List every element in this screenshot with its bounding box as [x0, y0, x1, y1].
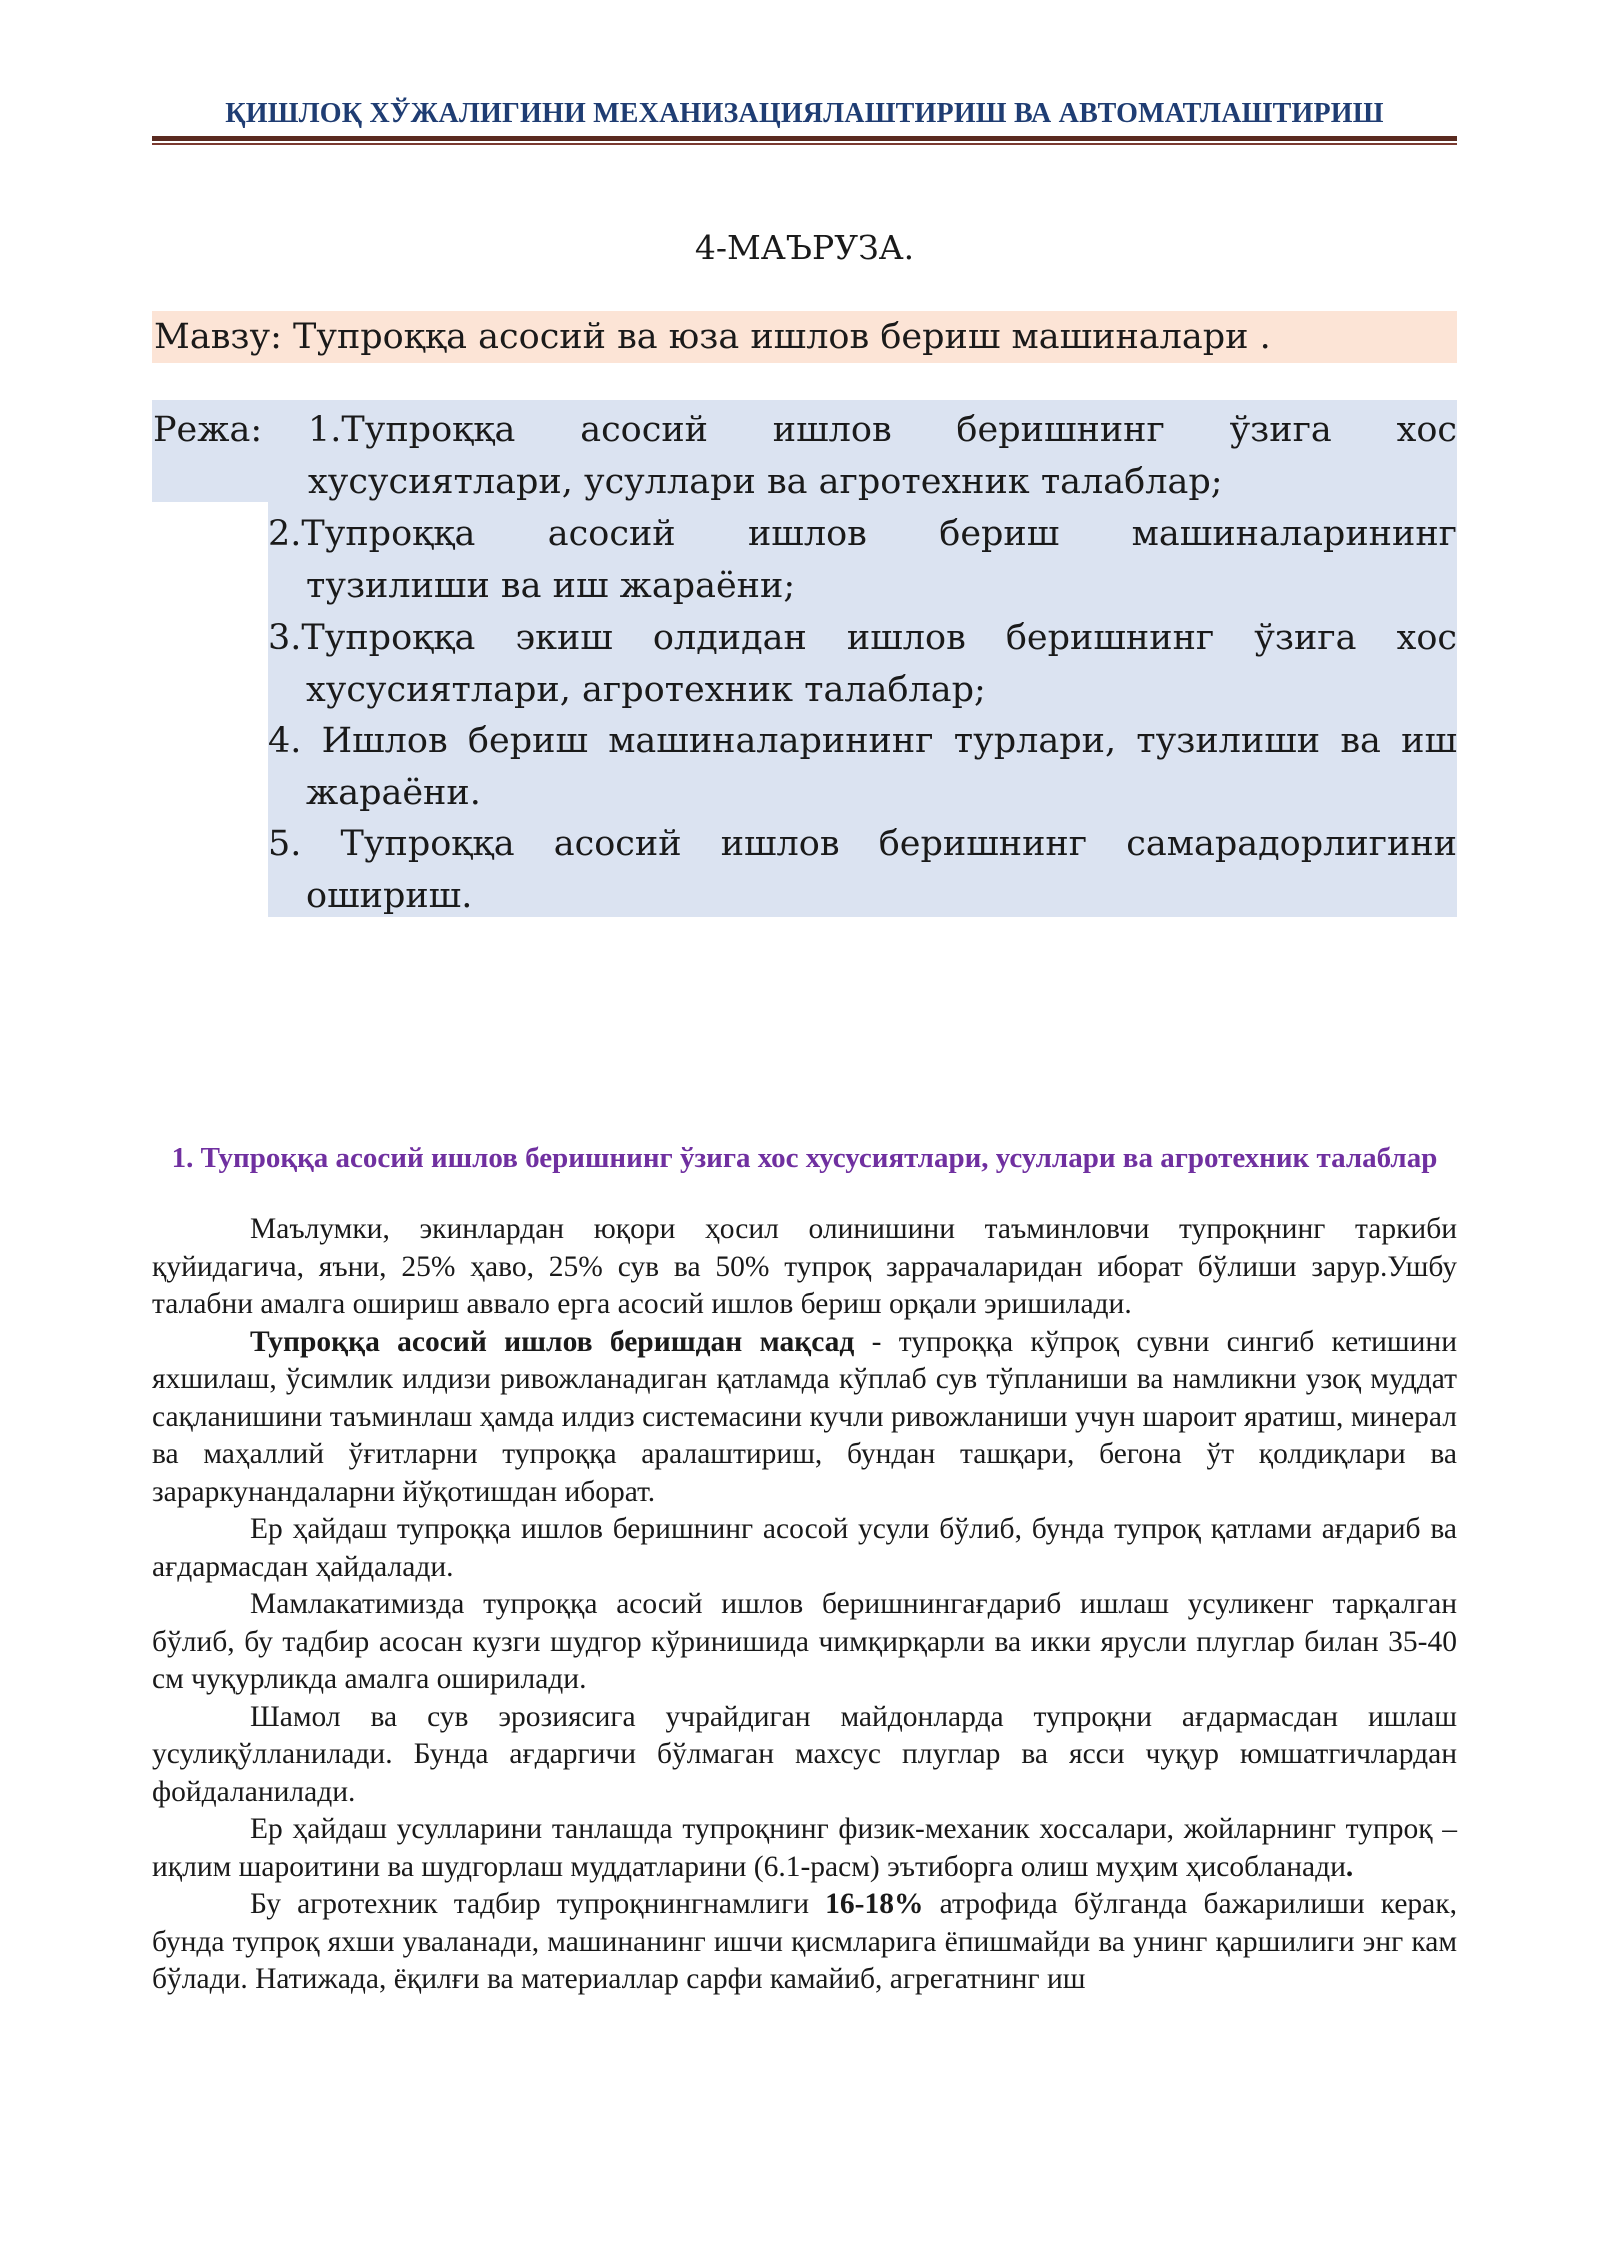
paragraph-6	[152, 1811, 1457, 1886]
header-title: ҚИШЛОҚ ХЎЖАЛИГИНИ МЕХАНИЗАЦИЯЛАШТИРИШ ВА АВТОМАТЛАШТИРИШ	[225, 98, 1384, 129]
plan-label: Режа:	[153, 410, 263, 450]
paragraph-4-text: Мамлакатимизда тупроққа асосий ишлов беришнингағдариб ишлаш усуликенг тарқалган бўлиб, бу тадбир асосан кузги шудгор кўринишида чимқирқарли ва икки ярусли плуглар билан 35-40 см чуқурликда амалга оширилади.	[152, 1588, 1457, 1695]
header-rule-thin	[152, 143, 1457, 145]
paragraph-2-text: - тупроққа кўпроқ сувни сингиб кетишини яхшилаш, ўсимлик илдизи ривожланадиган қатламда кўплаб сув тўпланиши ва намликни узоқ муддат сақланишини таъминлаш ҳамда илдиз системасини кучли ривожланиши учун шароит яратиш, минерал ва маҳаллий ўғитларни тупроққа аралаштириш, бундан ташқари, бегона ўт қолдиқлари ва зараркунандаларни йўқотишдан иборат.	[152, 1325, 1457, 1508]
plan-item-3	[268, 612, 1457, 716]
paragraph-1	[152, 1211, 1457, 1324]
plan-item-3-line-2: хусусиятлари, агротехник талаблар;	[306, 670, 986, 710]
paragraph-7-text-2: намлиги	[703, 1888, 826, 1920]
plan-item-5	[268, 818, 1457, 922]
paragraph-2-bold: Тупроққа асосий ишлов беришдан мақсад	[250, 1325, 855, 1358]
lecture-number: 4-МАЪРУЗА.	[694, 228, 915, 267]
paragraph-7-text-3: атрофида бўлганда бажарилиши керак, бунда тупроқ яхши уваланади, машинанинг ишчи қисмларига ёпишмайди ва унинг қаршилиги энг кам бўлади. Натижада, ёқилғи ва материаллар сарфи камайиб, агрегатнинг иш	[152, 1888, 1457, 1995]
paragraph-4	[152, 1586, 1457, 1699]
section-heading: 1. Тупроққа асосий ишлов беришнинг ўзига хос хусусиятлари, усуллари ва агротехник талаблар	[171, 1142, 1438, 1174]
plan-item-3-line-1: 3.Тупроққа экиш олдидан ишлов беришнинг ўзига хос	[268, 618, 1457, 658]
paragraph-5-text: Шамол ва сув эрозиясига учрайдиган майдонларда тупроқни ағдармасдан ишлаш усулиқўлланилади. Бунда ағдаргичи бўлмаган махсус плуглар ва ясси чуқур юмшатгичлардан фойдаланилади.	[152, 1700, 1457, 1808]
plan-item-2-line-2: тузилиши ва иш жараёни;	[306, 566, 796, 606]
paragraph-3-text: Ер ҳайдаш тупроққа ишлов беришнинг асосой усули бўлиб, бунда тупроқ қатлами ағдариб ва ағдармасдан ҳайдалади.	[152, 1513, 1457, 1583]
topic-line: Мавзу: Тупроққа асосий ва юза ишлов бериш машиналари .	[152, 311, 1457, 363]
plan-item-2-line-1: 2.Тупроққа асосий ишлов бериш машиналарининг	[268, 514, 1457, 554]
paragraph-1-text: Маълумки, экинлардан юқори ҳосил олинишини таъминловчи тупроқнинг таркиби қуйидагича, яъни, 25% ҳаво, 25% сув ва 50% тупроқ заррачаларидан иборат бўлиши зарур.Ушбу талабни амалга ошириш аввало ерга асосий ишлов бериш орқали эришилади.	[152, 1213, 1457, 1320]
paragraph-2	[152, 1324, 1457, 1512]
plan-item-4-line-2: жараёни.	[306, 773, 481, 813]
plan-item-4-line-1: 4. Ишлов бериш машиналарининг турлари, тузилиши ва иш	[268, 721, 1457, 761]
paragraph-7-bold: 16-18%	[825, 1888, 924, 1920]
plan-item-5-line-2: ошириш.	[306, 876, 473, 916]
plan-item-1-line-2: хусусиятлари, усуллари ва агротехник талаблар;	[308, 462, 1223, 502]
paragraph-7	[152, 1886, 1457, 1999]
paragraph-6-tail: .	[1345, 1850, 1354, 1883]
plan-item-2	[268, 508, 1457, 612]
header-rule-thick	[152, 136, 1457, 141]
plan-item-1	[268, 404, 1457, 508]
paragraph-5	[152, 1699, 1457, 1812]
section-body	[152, 1211, 1457, 1999]
paragraph-7-text: Бу агротехник тадбир тупроқнинг	[250, 1888, 704, 1920]
plan-item-4	[268, 715, 1457, 819]
paragraph-3	[152, 1511, 1457, 1586]
plan-item-1-line-1: 1.Тупроққа асосий ишлов беришнинг ўзига хос	[308, 410, 1457, 450]
paragraph-6-text: Ер ҳайдаш усулларини танлашда тупроқнинг физик-механик хоссалари, жойларнинг тупроқ – иқлим шароитини ва шудгорлаш муддатларини (6.1-расм) эътиборга олиш муҳим ҳисобланади	[152, 1813, 1457, 1883]
plan-item-5-line-1: 5. Тупроққа асосий ишлов беришнинг самарадорлигини	[268, 824, 1457, 864]
